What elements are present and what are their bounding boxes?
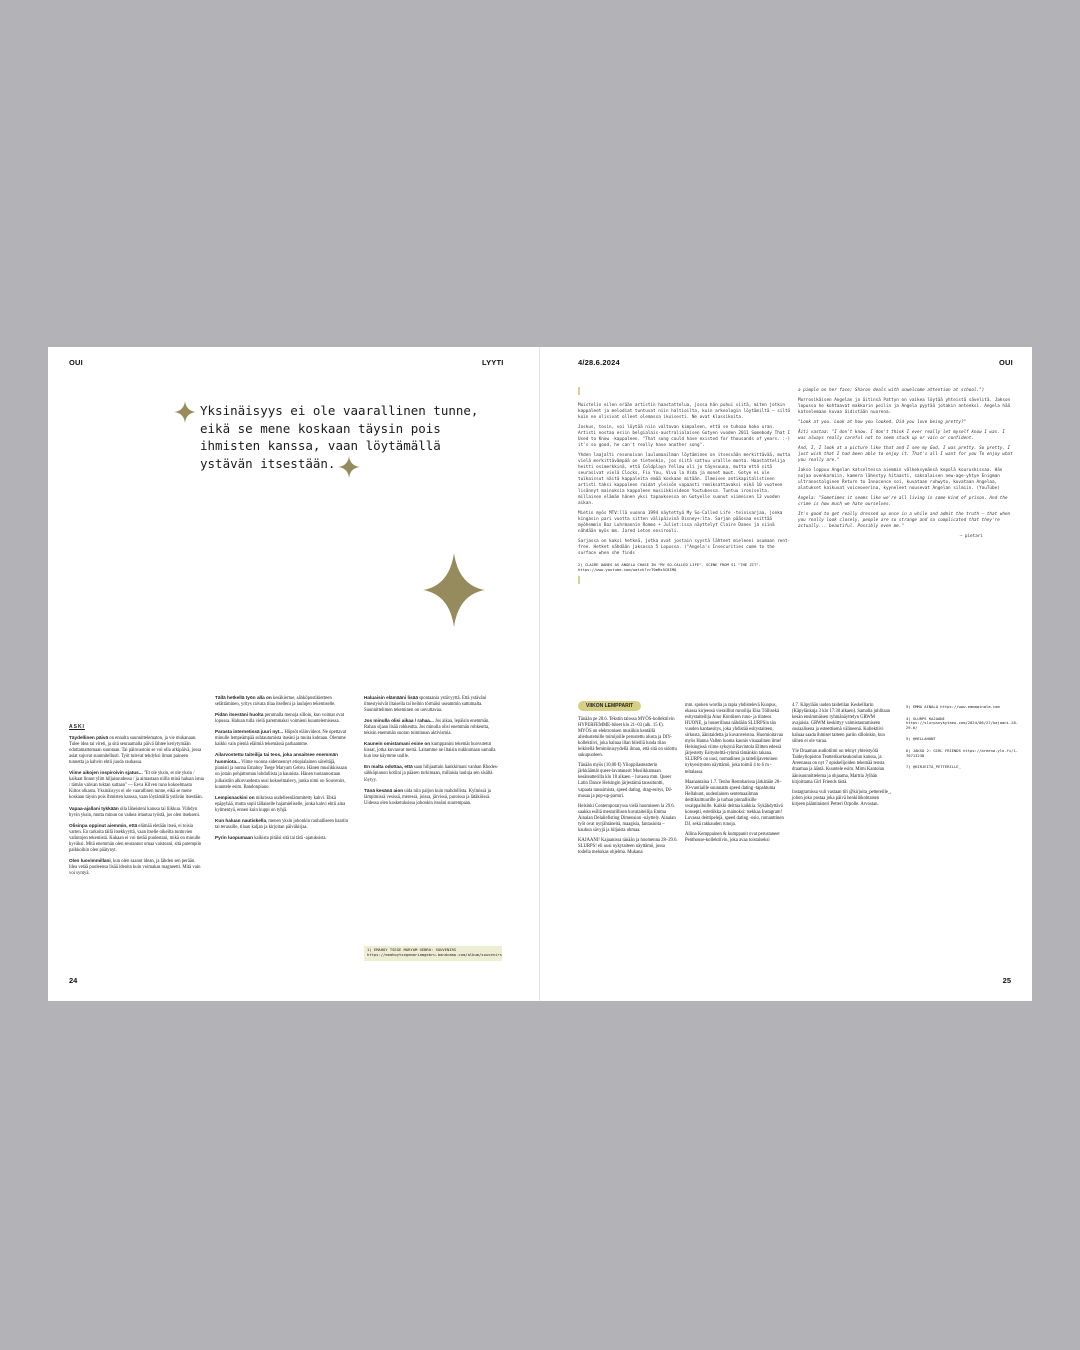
page-number-left: 24 — [69, 976, 78, 985]
link-item[interactable]: 6) JAKSO 2: GIRL FRIENDS https://areena.yle.fi/1-70713238 — [906, 747, 1019, 758]
qa-item: Jos minulla olisi aikaa / rahaa... Jos aikaa, lepäisin enemmän. Rahan sijaan lisää rohkeutta. Jos minulla olisi enemmän rohkeutta, tekisin enemmän suoran toiminnan aktivismia. — [364, 718, 490, 737]
header-left: OUI — [69, 358, 83, 367]
large-star-icon — [423, 553, 485, 627]
interview-column-2 — [215, 695, 350, 846]
qa-item: Parasta internetissä juuri nyt... Höpsöt eläinvideot. Ne opettavat minulle lempeämpää suhtautumista itseäni ja muita kohtaan. Olemme kaikki vain pieniä eläimiä tekemässä parhaamme. — [215, 729, 347, 748]
star-icon — [174, 401, 196, 423]
qa-item: Kaunein omistamani esine on kumppanini tekemät huovutetut kissat, jotka kuvaavat meitä. Laitamme ne iltaisin nukkumaan samalla kun itse käymme unille. — [364, 741, 496, 760]
qa-item: Vapaa-ajallani tykkään olla läheisteni kanssa tai liikkua. Viihdyn hyvin yksin, mutta minun on vaikea irtautua työstä, jos olen itsekseni. — [69, 805, 201, 818]
section-title: ASKI — [69, 724, 85, 730]
qa-item: Kun haluan nautiskella, menen yksin johonkin rauhalliseen baariin tai terassille, tilaan kaljan ja kirjoitan päiväkirjaa. — [215, 817, 349, 830]
tips-column-3: 4.7. Käpylään uuden taidetilan Keskelliarin (Käpylänkuja 3 klo 17:30 alkaen). Samalla juhlitaan kesän ensimmäisen ryhmänäyttelyn GRWM avajaisia. GRWM keskittyy valmistautumiseen sosiaalisena ja esteettisenä välineenä. Kollektiivi haluaa saada ihmiset taiteen pariin silloinkin, kun siihen ei ole varaa. Yle Draaman audiotiimi on tehnyt yhteistyötä Taideyliopiston Teatterikorkeakoulun kanssa, ja Areenassa on nyt 7 opiskelijoiden tekemää teosta draamaa ja ääntä. Kuuntele esim. Mimi Kantolan äänisuunnittelema ja ohjaama, Marttia Jylhän kirjoittama Girl Friends tästä. Instagramissa vuli vastaan tili @kirjoita_pettereille_, johon joku postaa joka päivä henkilökohtaisen kirjeen pääministeri Petteri Orpolle. Arvostan. — [792, 703, 892, 807]
qa-item: Ailarvostettu taiteilija tai teos, joka ansaitsee enemmän huomiota... Viime vuonna sidennennyt etiopialainen säveltäjä, pianisti ja nunna Emahoy Tsege Maryam Gebru. Hänen musiikkissaan on jotain pohjattoman lohdullista ja kaunista. Hänen tuotannostaan julkaistiin alkuvuodesta uusi kokoelmalevy, jonka nimi on Souvenirs, kuuntele esim. Bandonpiano. — [215, 752, 347, 790]
header-section: LYYTI — [482, 358, 504, 367]
highlight-marker — [578, 576, 580, 584]
qa-item: Tänä kesänä aion uida niin paljon kuin mahdollista. Kylmissä ja lämpimissä vesissä, meressä, joissa, järvissä, puroissa ja lätäköissä. Uidessa olen kosketuksissa johonkin itseäni suurempaan. — [364, 787, 491, 806]
interview-column-3 — [364, 695, 502, 811]
link-item[interactable]: 4) SLURPS KAJAANI https://slurpsnykytaeo.com/2024/06/27/kajaani-28-29-6/ — [906, 715, 1019, 730]
links-column — [906, 705, 1018, 777]
essay-column-1: Muistelin eilen erään artistin haastattelua, jossa hän puhui siitä, miten jotkin kappaleet ja melodiat tuntuvat niin haltioilta, kuin arkeologin löytämiltä — siltä kuin ne olisivat olleet olemassa ikuisesti. Ne ovat klassikoita. Joskus, tosin, voi löytää niin valtavan kimpaleen, että se tuhoaa koko uran. Artisti nostaa esiin belgialais-australialaisen Gotyen vuoden 2011 Somebody That I Used to Know -kappaleen. "That song could have existed for thousands of years. :-) it's so good, he can't really have another song". Yhden laajalti resonoivan laulumaailman löytäminen on itsessään merkittävää, mutta vielä merkittävämpää on tietenkin, jos niitä sattuu urallle monta. Haastattelija heitti esimerkkinä, että Coldplayn Yellow oli jo täynsuuna, mutta että sitä seurasivat vielä Clocks, Fix You, Viva la Vida ja monet muut. Gotye ei ole tuikaissut näitä kappaleita emää koskaan mitään. Ilmeisen antikapitalistinen artisti taksi kappaleen raidat yleisön vapaasti remiksattavaksi eikä 10 vuoteen lisännyt mainoksia kappaleen musiikkivideon Youtubessa. Tuntuu ironiselta, millaisen elämän hänen yksi tapauksessa on Gotyelle suonut viimeisen 13 vuoden aikan. Mietin myös MTV:llä vuonna 1994 näytettyä My So-Called Life -teinisarjaa, jonka kingasin pari vuotta sitten välipäivinä Disney+:lta. Sarjan pääosaa esittää myöhemmin Baz Luhrmannin Romeo + Juliet:issa näyttelyt Claire Danes ja siinä nähdään myös mm. Jared Leton ensirooli. Sarjassa on kaksi hetkeä, jotka ovat jostain syystä lähteet mieleeni asumaan rent-free. Hetket nähdään jaksossa 5 Lopussa. ("Angela's Insecurities come to the surface when she finds 2) CLAIRE DANES AS ANGELA CHASE IN "MY SO-CALLED LIFE". SCENE FROM S1 "THE ZIT". https://www.youtube.com/watch?v=T0mMz5C8IMQ — [578, 403, 793, 572]
header-right: OUI — [999, 358, 1013, 367]
highlight-marker — [578, 387, 580, 395]
qa-item: En malta odottaa, että saan hilijaattain hankkimani vanhan Rhodes-sähköpianon kotiini ja pääsen turkimaan, millaisia lauluja sen sisältä löytyy. — [364, 764, 499, 783]
pull-quote: Yksinäisyys ei ole vaarallinen tunne, eikä se mene koskaan täysin pois ihmisten kanssa, vaan löytämällä ystävän itsestään. — [200, 403, 479, 471]
interview-column-1 — [69, 724, 204, 881]
star-icon — [338, 456, 360, 478]
qa-item: Lempisnackini on mikrossa uudelleenlämmitetty kahvi. Ehkä epäpyhää, mutta sopii tällaiselle hajamieliselle, jonka kahvi ehtii aina kylmentyä, ennen kuin kuppi on tyhjä. — [215, 794, 346, 813]
section-label-badge: VIIKON LEMPPARIT — [578, 701, 641, 711]
tips-column-1: Tänään pe 28.6. Tekstin talossa MYÖS-kollektiivin HYPERFEMME-bileet klo 21–03 (alk. 15 €). MYÖS on elektronisen musiikin kentällä aliedustetuille toimijoille perustettu alusta ja DIY-kollektiivi, joka haluaa illan bileillä luoda tilan leikitellä feminiinisyydellä ilman, että sitä on sidottu sukupuoleen. Tänään myös (10,00 €) Ylioppilasteatterin järkkäämät queer-lavatanssit Musiikkamaan kesäteatterilla klo 18 alkaen – luvassa mm. Queer Latin Dance Helsingin järjestämä tanssituntti, vapaata tanssimista, speed dating, drag-esitys, DJ-musaa ja pop-up-parturi. Helsinki Contemporaryssa vielä huomiseen la 29.6. saakka esillä mestarillisen kuvataiteilija Emma Ainalan Delaliefisting Dimension -näyttely. Ainalan työt ovat nyrjähtäneitä, maagisia, fantasioita – kauhun sävyjä ja hiljaista uhmaa. KAJAANI! Kajaanissa tänään ja huomenna 28–29.6. SLURPS! eli uusi nykytaiteen näyttämö, jossa todella mehukas ohjelma. Mukana — [578, 717, 678, 855]
qa-item: Haluaisin elämääni lisää spontaania ystävyyttä. Että ystäväni ilmestyisivät iltaisella tai heihin törmäisi useammin sattumalta. Suunnittelimen tekeminen on uuvuttavaa. — [364, 695, 487, 714]
tips-column-2: mm. spoken wordia ja rapia yhdistelevä Kuopus, ekassa kirjeessä vierailllut runoilija Elsa Töllisekä esitystaiteilija Aino Kontiisen runo- ja tilateos HUONE, ja luuserillana nähdään SLURPSin tän vuoden kantaesitys, joka yhdistää esitystaiteen, sirkusta, äänitaidetta ja kuvanveistoa. Huomioitavaa myös Hanna Vallen luoma kaunis visuaalinen ilme! Helsingissä viime syksynä Ravintola Elitten edessä järjestetty Esitystelttä-ryhmä tämänkin takana. SLURPS on uusi, nomadinen ja taiteilijavetoinen nykyesitysten näyttämö, joka toimii 4 to 6 m -teltalassa. Maanantaina 1.7. Tenho Restobarissa järkätään 20–30-vuotiaille suunnattu speed dating -tapahtuma Hellahunt, uudenlainen sentemaailman deittikulttuurille ja turhan pinnallisille swaippailuille. Kaikki deittaa kaikkia. Sykähdyttävä konsepti, estetiikka ja mainoksi: tsekkaa Instagram! Luvassa deittipelejä, speed dating -osio, romanttinen DJ, sekä rakkauden runoja. Aliina Kemppainen & kumppanit ovat perustaneet Penthouse-kollektiivin, joka avaa toistaiseksi — [685, 703, 784, 843]
qa-item: Täydellinen päivä on ennalta suunnittelematon, ja vie mukanaan. Tulee idea tai vireti, ja sitä seuraamalla päivä lähtee keriytymään odottamattomaan suuntaan. Tai päinvastoin se voi olla arkipäivä, jossa asiat sujuvat suunnitellusti. Työt tulevat tehdyksi ilman paineen tunnetta ja kahvin ehtii juoda rauhassa. — [69, 735, 202, 766]
qa-item: Viime aikojen inspiroivin sjatus... "Et ole yksin, et ole yksin / kaikaat linnut ylim hiljaisuudessa / ja aimastaan niilla minä haluan istua / tämän vahvan tuktan suttaan" — Eeva Kilven runo kokoelmasta Kiitos olkasta. Yksinäisyys ei ole vaarallinen tunne, eikä se mene koskaan täysin pois ihmisten kanssa, vaan löytämällä ystävän itsestään. — [69, 770, 204, 801]
qa-item: Tällä hetkellä työn alla on kesäkiertue, sähköpostikierteen selättäminen, yritys raivata tilaa itselleni ja laulujen tekemiselle. — [215, 695, 336, 708]
signature: — pietari — [959, 534, 983, 539]
link-item[interactable]: 5) @HELLAHUNT — [906, 736, 936, 742]
qa-item: Olen luovimmillani, kun olen saanut idean, ja lähden sen perään. Idea vetää puoleensa lisää ideoita kuin voimakas magneetti. Mitä vain voi syntyä. — [69, 857, 201, 876]
header-date: 4/28.6.2024 — [578, 358, 620, 367]
spine-divider — [539, 347, 540, 1001]
footnote-box — [364, 946, 502, 961]
footnote-link[interactable]: 1) EMAHOY TSEGE MARYAM GEBRU: SOUVENIRS https://emahoytsegemariamgebru.bandcamp.com/album/souvenirs — [367, 947, 502, 957]
link-item[interactable]: 7) @KIRJEITA_PETTERILLE_ — [906, 764, 961, 770]
essay-column-2: a pimple on her face; Sharon deals with unwelcome attention at school.") Murrosikäisen Angelan ja äitinsä Pattyn on vaikea löytää yhteistä sävelitä. Jakson lopussa he kohtaavat makkarin peilin ja Angela pyytää jotakin anteeksi. Angela hää katselemaan kuvaa äidistään nuorena. "Look at you. Look at how you looked. Did you love being pretty?" Äiti vastaa: "I don't know. I don't think I ever really let myself know I was. I was always really careful not to seem stuck up or vain or confident. And, I, I look at a picture like that and I see my God, I was pretty. So pretty. I just wish that I had been able to enjoy it. That's all I want for you To enjoy what you really are." Jakso loppuu Angelan katseltessa aiemmin välkeksymänsä kepolä kouruskissaa. Hän nojaa ovenkarmiin, kamera lähestyy hitaasti, saksalaisen new-age-yhtye Enigman ultranostalginen Return to Innocence soi, kuvataan ruhwyto, kuvataan Angelaa, alatukset kaikuvat voiceoverina, kyyneleet nousevat Angelan silmiin. (YouTube) Angela: "Sometimes it seems like we're all living in some kind of prison. And the crime is how much we hate ourselves. It's good to get really dressed up once in a while and admit the truth — that when you really look closely, people are so strange and so complicated that they're actually... beautiful. Possibly even me." — pietari — [798, 388, 1013, 539]
qa-item: Olisinpa oppinut aiemmin, että elämää eletään itseä, ei toisia varten. En tarkoita tällä itsekkyyttä, vaan itselle oikeilta tuntuvien valintojen tekemistä. Kukaan ei voi tietää puolestani, mikä on minulle hyväksi. Mitä enemmän olen seurannut omaa vaistoani, sitä parempiin paikkoihin olen päätynyt. — [69, 822, 202, 853]
essay-footnote[interactable]: 2) CLAIRE DANES AS ANGELA CHASE IN "MY SO-CALLED LIFE". SCENE FROM S1 "THE ZIT". https://www.youtube.com/watch?v=T0mMz5C8IMQ — [578, 562, 761, 572]
page-number-right: 25 — [1002, 976, 1011, 985]
qa-item: Pidän itsestäni huolta perumalla menoja silloin, kun voimat ovat lopussa. Haluan tulla vielä paremmaksi voimieni kuuntelemisessa. — [215, 712, 345, 725]
qa-item: Pyrin luopumaan kaikista pitäisi sitä tai tätä -ajatuksista. — [215, 834, 327, 841]
link-item[interactable]: 5) EMMA AINALA https://www.emmaainala.com — [906, 704, 1000, 709]
magazine-spread — [48, 347, 1032, 1001]
